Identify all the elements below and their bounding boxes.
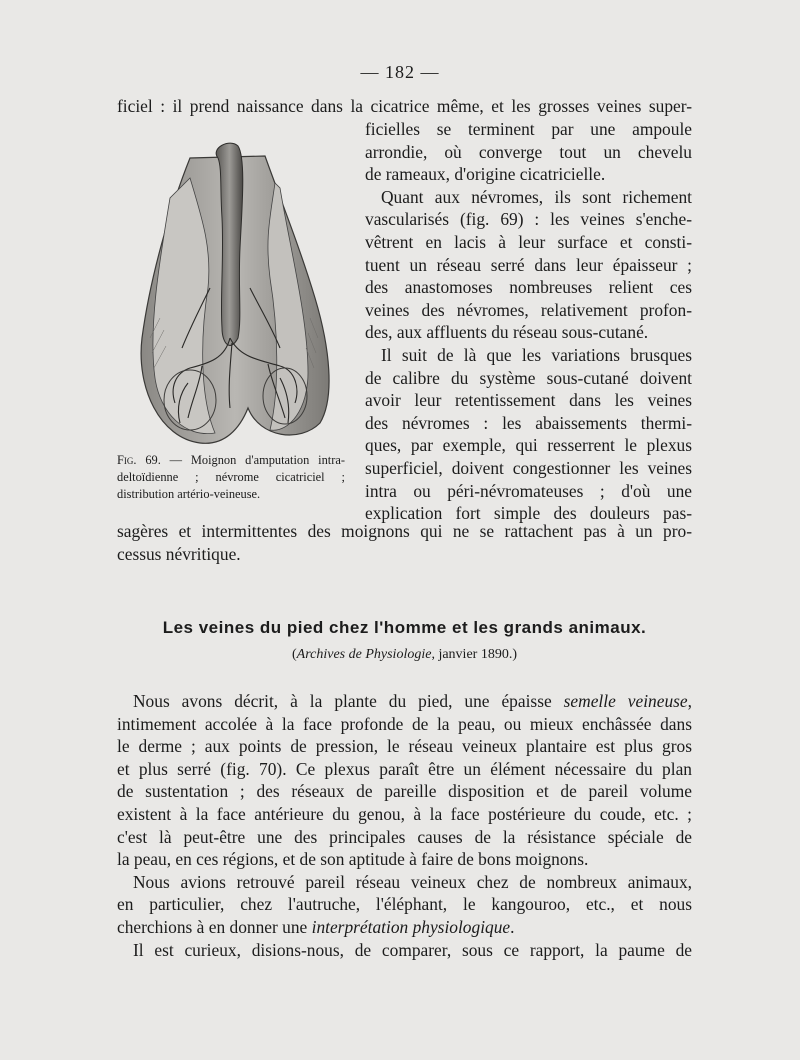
figure-caption-text: — Moignon d'amputation intra-deltoïdienne ; névrome cicatriciel ; distribution artério-veineuse.: [117, 453, 345, 501]
emphasis: semelle veineuse: [563, 691, 688, 711]
continued-text: [117, 520, 692, 565]
top-text: [117, 95, 692, 118]
text-line: des, aux affluents du réseau sous-cutané.: [365, 322, 649, 343]
text-line: de rameaux, d'origine cicatricielle.: [365, 164, 606, 185]
text-line: intimement accolée à la face profonde de la peau, ou mieux enchâssée dans: [117, 713, 692, 734]
text-line: des anastomoses nombreuses relient ces: [365, 277, 692, 298]
text-line: le derme ; aux points de pression, le réseau veineux plantaire est plus gros: [117, 736, 692, 757]
text-line: cherchions à en donner une interprétation physiologique.: [117, 916, 515, 937]
text-line: explication fort simple des douleurs pas-: [365, 503, 692, 524]
text-line: ficielles se terminent par une ampoule: [365, 119, 692, 139]
text-line: des névromes : les abaissements thermi-: [365, 412, 692, 433]
text-line: ques, par exemple, qui resserrent le plexus: [365, 435, 692, 456]
text-line: cessus névritique.: [117, 543, 241, 564]
text-line: superficiel, doivent congestionner les veines: [365, 457, 692, 478]
text-line: sagères et intermittentes des moignons qui ne se rattachent pas à un pro-: [117, 521, 692, 541]
text-line: Nous avions retrouvé pareil réseau veineux chez de nombreux animaux,: [133, 871, 692, 892]
text-line: c'est là peut-être une des principales causes de la résistance spéciale de: [117, 826, 692, 847]
section-title: Les veines du pied chez l'homme et les grands animaux.: [162, 618, 647, 637]
text-line: en particulier, chez l'autruche, l'éléphant, le kangouroo, etc., et nous: [117, 894, 692, 915]
text-line: Il suit de là que les variations brusques: [381, 344, 692, 365]
text-line: existent à la face antérieure du genou, à la face postérieure du coude, etc. ;: [117, 803, 692, 824]
text-line: vêtrent en lacis à leur surface et consti-: [365, 231, 692, 252]
text-line: Nous avons décrit, à la plante du pied, une épaisse semelle veineuse,: [133, 691, 692, 711]
text-line: arrondie, où converge tout un chevelu: [365, 141, 692, 162]
figure-caption: [117, 452, 345, 503]
text-line: vascularisés (fig. 69) : les veines s'enche-: [365, 209, 692, 230]
page-number: — 182 —: [360, 62, 440, 82]
right-column-text: [365, 118, 692, 525]
text-line: intra ou péri-névromateuses ; d'où une: [365, 480, 692, 501]
text-line: ficiel : il prend naissance dans la cicatrice même, et les grosses veines super-: [117, 96, 692, 116]
section-source: (Archives de Physiologie, janvier 1890.): [292, 647, 517, 662]
journal-name: Archives de Physiologie: [296, 647, 432, 662]
text-line: et plus serré (fig. 70). Ce plexus paraît être un élément nécessaire du plan: [117, 758, 692, 779]
text-line: la peau, en ces régions, et de son aptitude à faire de bons moignons.: [117, 849, 589, 870]
emphasis: interprétation physiologique: [311, 916, 511, 937]
text-line: Il est curieux, disions-nous, de comparer, sous ce rapport, la paume de: [133, 939, 692, 960]
text-line: avoir leur retentissement dans les veines: [365, 390, 692, 411]
text-line: veines des névromes, relativement profon-: [365, 299, 692, 320]
text-line: de calibre du système sous-cutané doivent: [365, 367, 692, 388]
amputation-stump-drawing: [130, 138, 340, 450]
text-line: de sustentation ; des réseaux de pareille disposition et de pareil volume: [117, 781, 692, 802]
section-body: [117, 690, 692, 961]
figure-label: Fig. 69.: [117, 453, 161, 467]
text-line: tuent un réseau serré dans leur épaisseur ;: [365, 254, 692, 275]
figure-69-illustration: [130, 138, 340, 450]
text-line: Quant aux névromes, ils sont richement: [381, 186, 692, 207]
